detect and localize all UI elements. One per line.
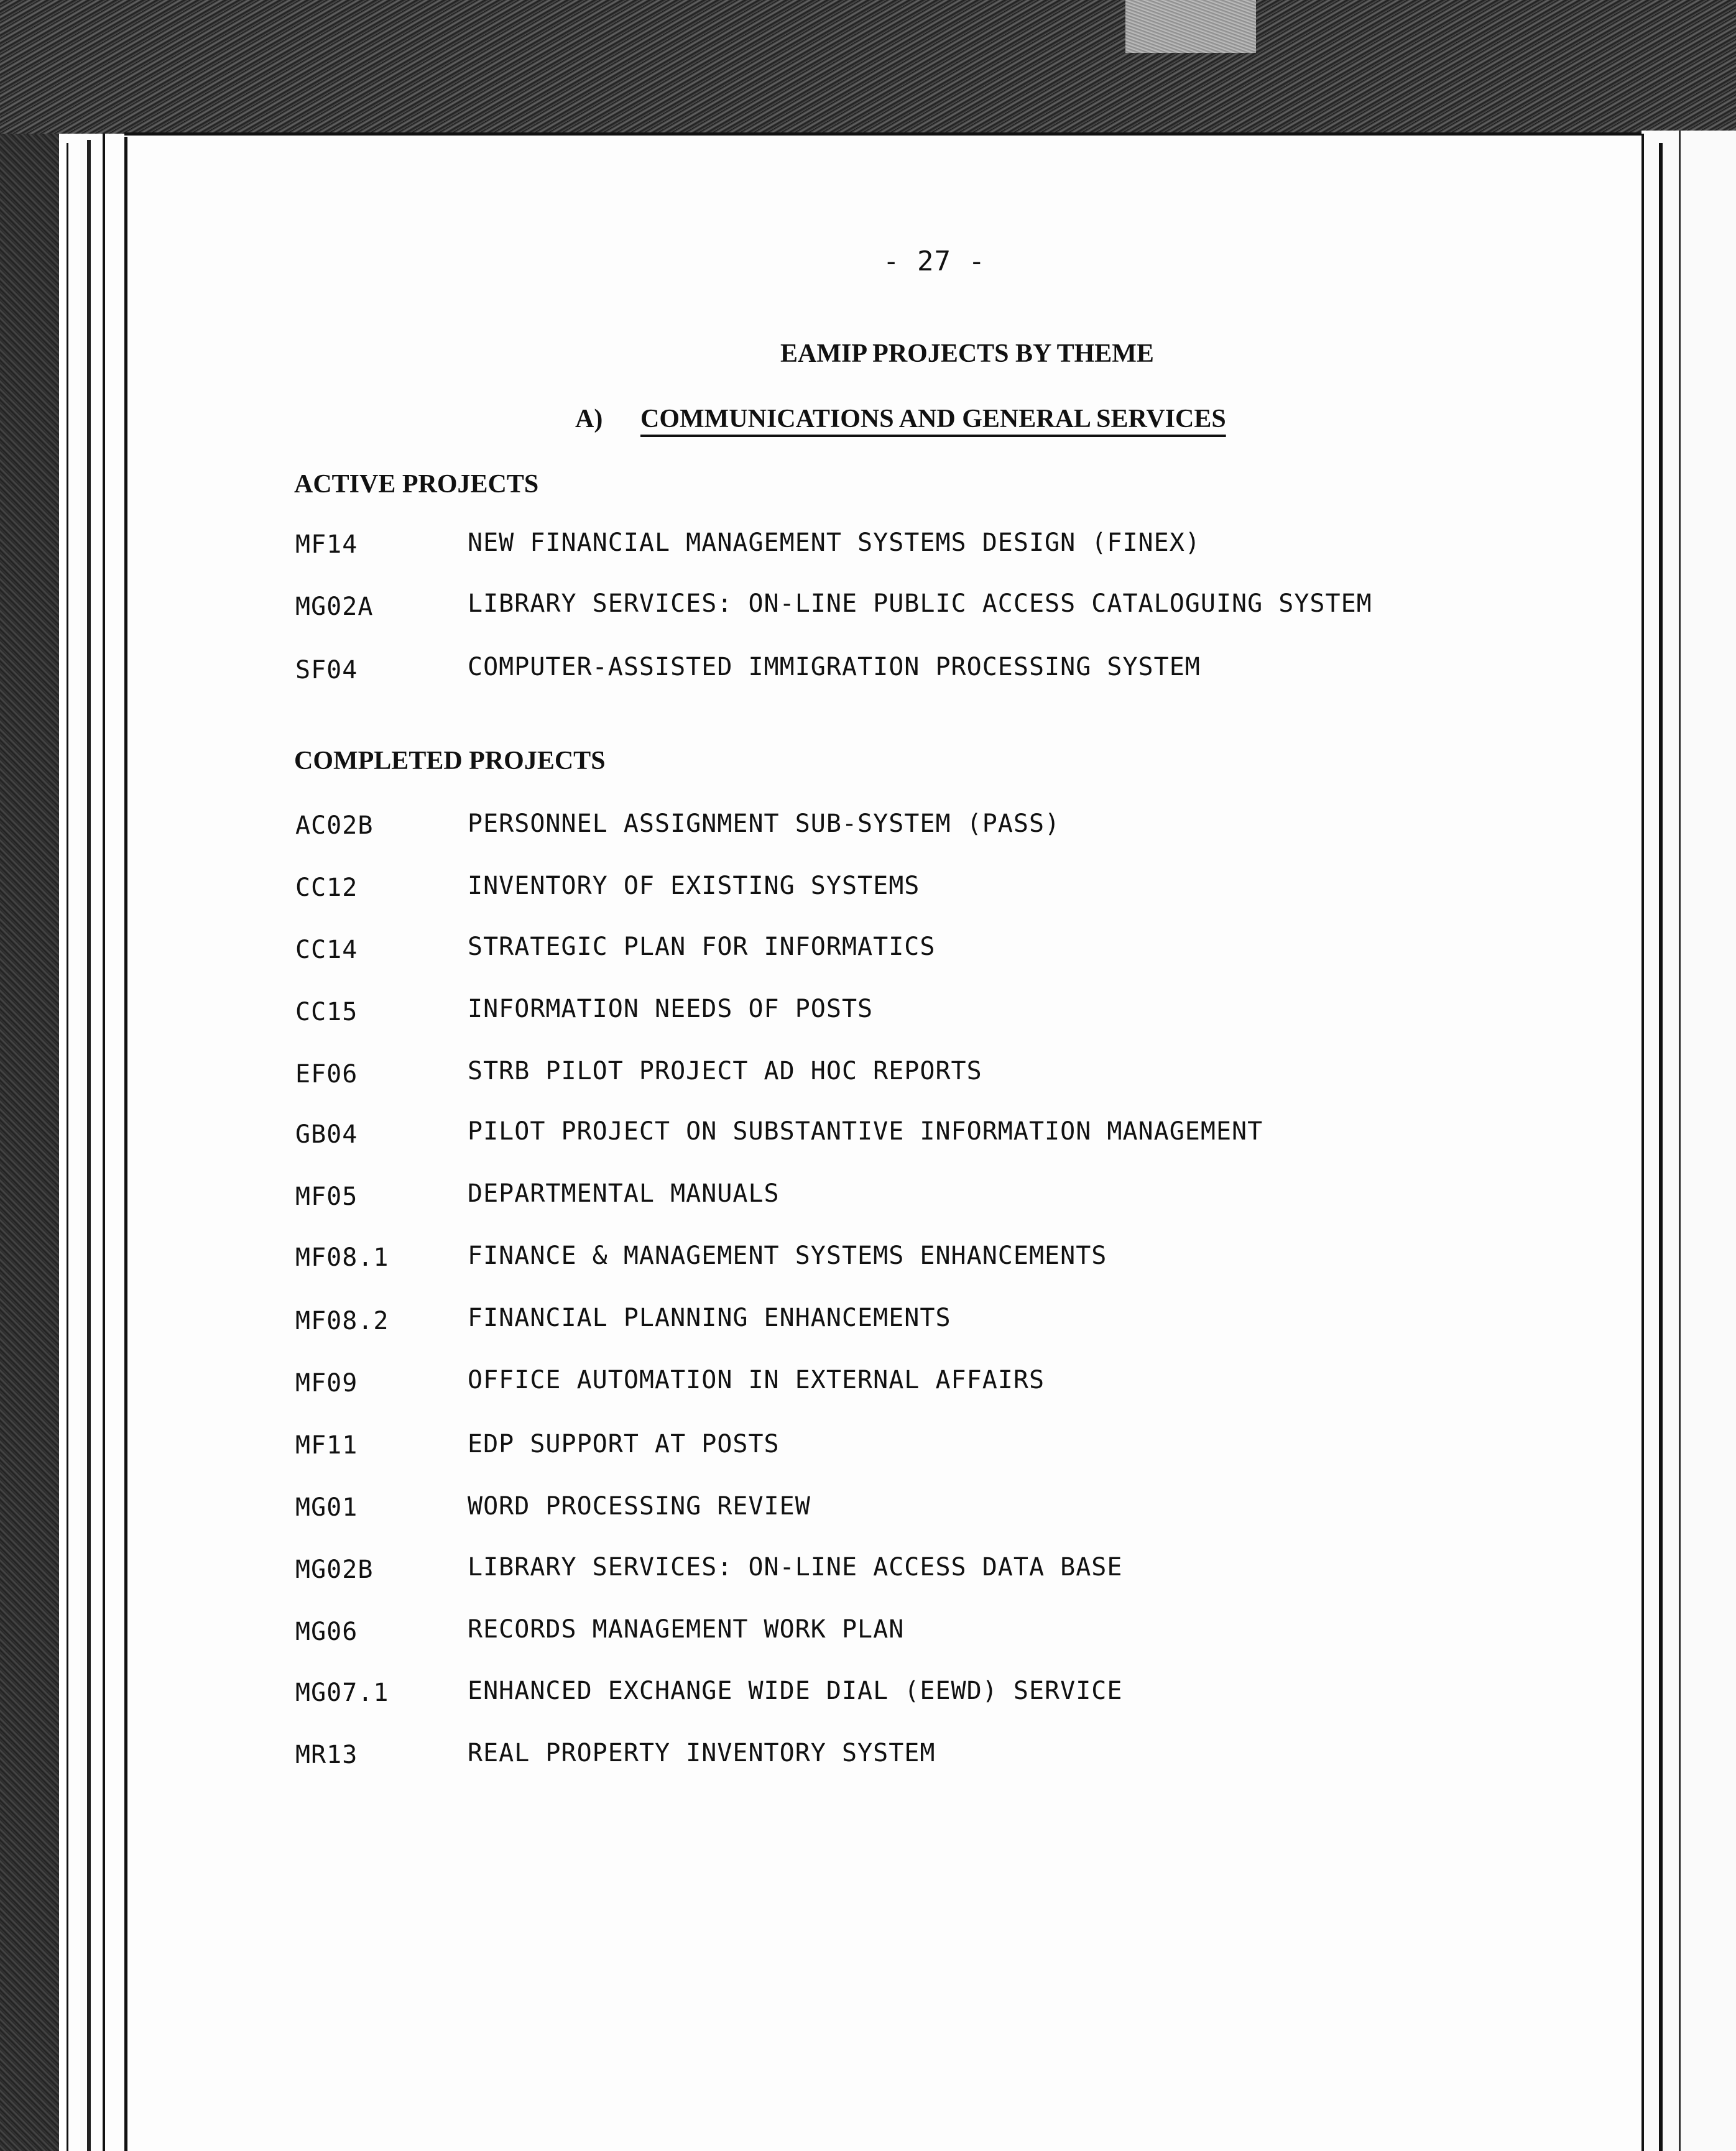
project-description: DEPARTMENTAL MANUALS [468,1179,780,1208]
project-description: PERSONNEL ASSIGNMENT SUB-SYSTEM (PASS) [468,809,1061,838]
project-code: MF08.1 [295,1243,389,1272]
project-code: EF06 [295,1060,358,1089]
binding-edge [1641,134,1644,2151]
project-description: FINANCIAL PLANNING ENHANCEMENTS [468,1304,951,1332]
project-description: LIBRARY SERVICES: ON-LINE ACCESS DATA BASE [468,1553,1123,1582]
project-code: MG06 [295,1618,358,1646]
completed-projects-heading: COMPLETED PROJECTS [294,747,606,775]
project-description: LIBRARY SERVICES: ON-LINE PUBLIC ACCESS CATALOGUING SYSTEM [468,589,1372,618]
project-description: STRATEGIC PLAN FOR INFORMATICS [468,933,936,961]
binding-edge [1679,131,1681,2151]
project-code: MG02A [295,592,374,621]
project-code: MG07.1 [295,1679,389,1707]
project-description: RECORDS MANAGEMENT WORK PLAN [468,1615,905,1644]
project-code: MF11 [295,1431,358,1460]
project-description: ENHANCED EXCHANGE WIDE DIAL (EEWD) SERVICE [468,1677,1123,1705]
scanner-light-patch [1125,0,1256,53]
project-code: AC02B [295,811,374,840]
project-code: CC14 [295,936,358,964]
page-edge [103,134,105,2151]
project-description: INFORMATION NEEDS OF POSTS [468,995,874,1023]
project-description: PILOT PROJECT ON SUBSTANTIVE INFORMATION MANAGEMENT [468,1117,1263,1146]
project-description: FINANCE & MANAGEMENT SYSTEMS ENHANCEMENTS [468,1241,1107,1270]
project-code: GB04 [295,1120,358,1149]
project-description: EDP SUPPORT AT POSTS [468,1430,780,1458]
section-heading: COMMUNICATIONS AND GENERAL SERVICES [640,405,1226,433]
page-top-edge [124,132,1645,136]
page-edge [124,137,127,2151]
project-description: REAL PROPERTY INVENTORY SYSTEM [468,1739,936,1767]
page-number: - 27 - [883,246,986,277]
active-projects-heading: ACTIVE PROJECTS [294,470,539,499]
project-code: SF04 [295,656,358,684]
project-code: MR13 [295,1741,358,1769]
document-title: EAMIP PROJECTS BY THEME [780,339,1154,368]
project-description: OFFICE AUTOMATION IN EXTERNAL AFFAIRS [468,1366,1045,1394]
project-code: MG01 [295,1493,358,1522]
project-code: MG02B [295,1555,374,1584]
project-code: MF14 [295,530,358,559]
project-code: MF08.2 [295,1307,389,1335]
binding-edge [1659,143,1663,2151]
page-edge [59,143,68,2151]
project-description: INVENTORY OF EXISTING SYSTEMS [468,872,920,900]
section-letter: A) [575,405,603,433]
project-code: CC15 [295,998,358,1026]
binding-fold [1641,131,1736,2151]
project-code: CC12 [295,873,358,902]
project-description: COMPUTER-ASSISTED IMMIGRATION PROCESSING SYSTEM [468,653,1201,681]
project-description: NEW FINANCIAL MANAGEMENT SYSTEMS DESIGN (FINEX) [468,528,1201,557]
page-edge [87,140,91,2151]
scanner-top-edge [0,0,1736,134]
project-description: WORD PROCESSING REVIEW [468,1492,811,1521]
project-code: MF09 [295,1369,358,1398]
project-description: STRB PILOT PROJECT AD HOC REPORTS [468,1057,982,1085]
project-code: MF05 [295,1182,358,1211]
